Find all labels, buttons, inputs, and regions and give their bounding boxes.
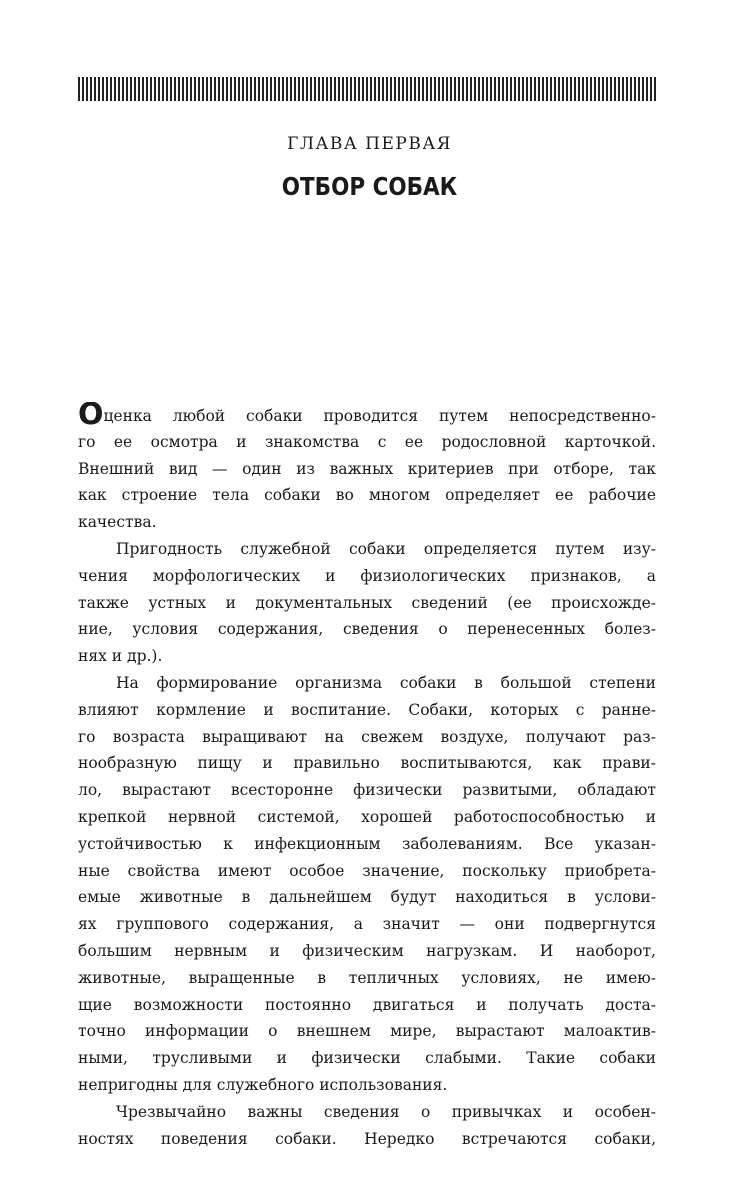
- text-line: влияют кормление и воспитание. Собаки, которых с ранне-: [78, 700, 656, 719]
- text-line: как строение тела собаки во многом определяет ее рабочие: [78, 486, 656, 505]
- text-line: непригодны для служебного использования.: [78, 1075, 448, 1094]
- text-line: Оценка любой собаки проводится путем непосредственно-: [78, 402, 656, 429]
- text-line: нях и др.).: [78, 647, 163, 666]
- text-line: нообразную пищу и правильно воспитываются, как прави-: [78, 754, 656, 773]
- text-line: Внешний вид — один из важных критериев при отборе, так: [78, 459, 656, 478]
- text-line: го ее осмотра и знакомства с ее родословной карточкой.: [78, 432, 656, 451]
- text-line: животные, выращенные в тепличных условиях, не имею-: [78, 968, 656, 987]
- body-text: [78, 402, 656, 1152]
- text-line: Пригодность служебной собаки определяется путем изу-: [116, 539, 656, 558]
- text-line: ные свойства имеют особое значение, поскольку приобрета-: [78, 861, 656, 880]
- text-line: ностях поведения собаки. Нередко встречаются собаки,: [78, 1129, 656, 1148]
- text-line: На формирование организма собаки в большой степени: [116, 673, 656, 692]
- text-line: также устных и документальных сведений (ее происхожде-: [78, 593, 656, 612]
- text-line: чения морфологических и физиологических признаков, а: [78, 566, 656, 585]
- text-line: качества.: [78, 513, 157, 532]
- text-line: большим нервным и физическим нагрузкам. И наоборот,: [78, 941, 656, 960]
- text-line: точно информации о внешнем мире, вырастают малоактив-: [78, 1022, 656, 1041]
- text-line: ло, вырастают всесторонне физически развитыми, обладают: [78, 781, 656, 800]
- text-line: устойчивостью к инфекционным заболеваниям. Все указан-: [78, 834, 656, 853]
- text-line: ях группового содержания, а значит — они подвергнутся: [78, 915, 656, 934]
- text-line: го возраста выращивают на свежем воздухе, получают раз-: [78, 727, 656, 746]
- text-line: емые животные в дальнейшем будут находиться в услови-: [78, 888, 656, 907]
- text-line: щие возможности постоянно двигаться и получать доста-: [78, 995, 656, 1014]
- text-line: Чрезвычайно важны сведения о привычках и особен-: [116, 1102, 656, 1121]
- chapter-title: ОТБОР СОБАК: [281, 172, 458, 201]
- decorative-rule: [78, 77, 656, 101]
- chapter-label: ГЛАВА ПЕРВАЯ: [287, 134, 452, 154]
- drop-cap: О: [78, 402, 104, 429]
- text-line: крепкой нервной системой, хорошей работоспособностью и: [78, 807, 656, 826]
- text-line: ние, условия содержания, сведения о перенесенных болез-: [78, 620, 656, 639]
- text-line: ными, трусливыми и физически слабыми. Такие собаки: [78, 1049, 656, 1068]
